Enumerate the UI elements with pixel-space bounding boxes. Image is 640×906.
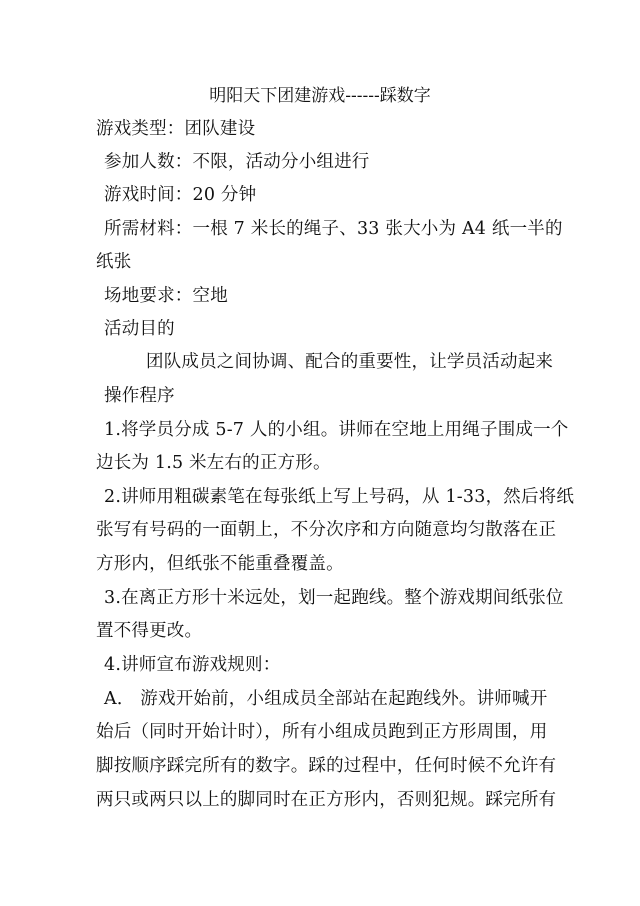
step2-line-3: 方形内，但纸张不能重叠覆盖。 — [96, 554, 344, 574]
step3-line-1: 3.在离正方形十米远处，划一起跑线。整个游戏期间纸张位 — [104, 588, 564, 608]
materials-line-1: 所需材料：一根 7 米长的绳子、33 张大小为 A4 纸一半的 — [104, 219, 563, 239]
objective-text: 团队成员之间协调、配合的重要性，让学员活动起来 — [146, 352, 554, 372]
game-type-line: 游戏类型：团队建设 — [96, 119, 256, 139]
rule-a-line-4: 两只或两只以上的脚同时在正方形内，否则犯规。踩完所有 — [96, 790, 557, 810]
step2-line-2: 张写有号码的一面朝上，不分次序和方向随意均匀散落在正 — [96, 520, 557, 540]
venue-line: 场地要求：空地 — [104, 286, 228, 306]
document-title: 明阳天下团建游戏------踩数字 — [209, 86, 431, 106]
step1-line-2: 边长为 1.5 米左右的正方形。 — [96, 453, 331, 473]
step3-line-2: 置不得更改。 — [96, 621, 203, 641]
step1-line-1: 1.将学员分成 5-7 人的小组。讲师在空地上用绳子围成一个 — [104, 420, 569, 440]
materials-line-2: 纸张 — [96, 252, 132, 272]
step4-line: 4.讲师宣布游戏规则： — [104, 655, 281, 675]
duration-line: 游戏时间：20 分钟 — [104, 185, 257, 205]
rule-a-line-1: A． 游戏开始前，小组成员全部站在起跑线外。讲师喊开 — [104, 689, 548, 709]
procedure-heading: 操作程序 — [104, 386, 175, 406]
rule-a-line-2: 始后（同时开始计时），所有小组成员跑到正方形周围，用 — [96, 722, 548, 742]
rule-a-line-3: 脚按顺序踩完所有的数字。踩的过程中，任何时候不允许有 — [96, 756, 557, 776]
step2-line-1: 2.讲师用粗碳素笔在每张纸上写上号码，从 1-33，然后将纸 — [104, 487, 575, 507]
objective-heading: 活动目的 — [104, 319, 175, 339]
participants-line: 参加人数：不限，活动分小组进行 — [104, 152, 370, 172]
